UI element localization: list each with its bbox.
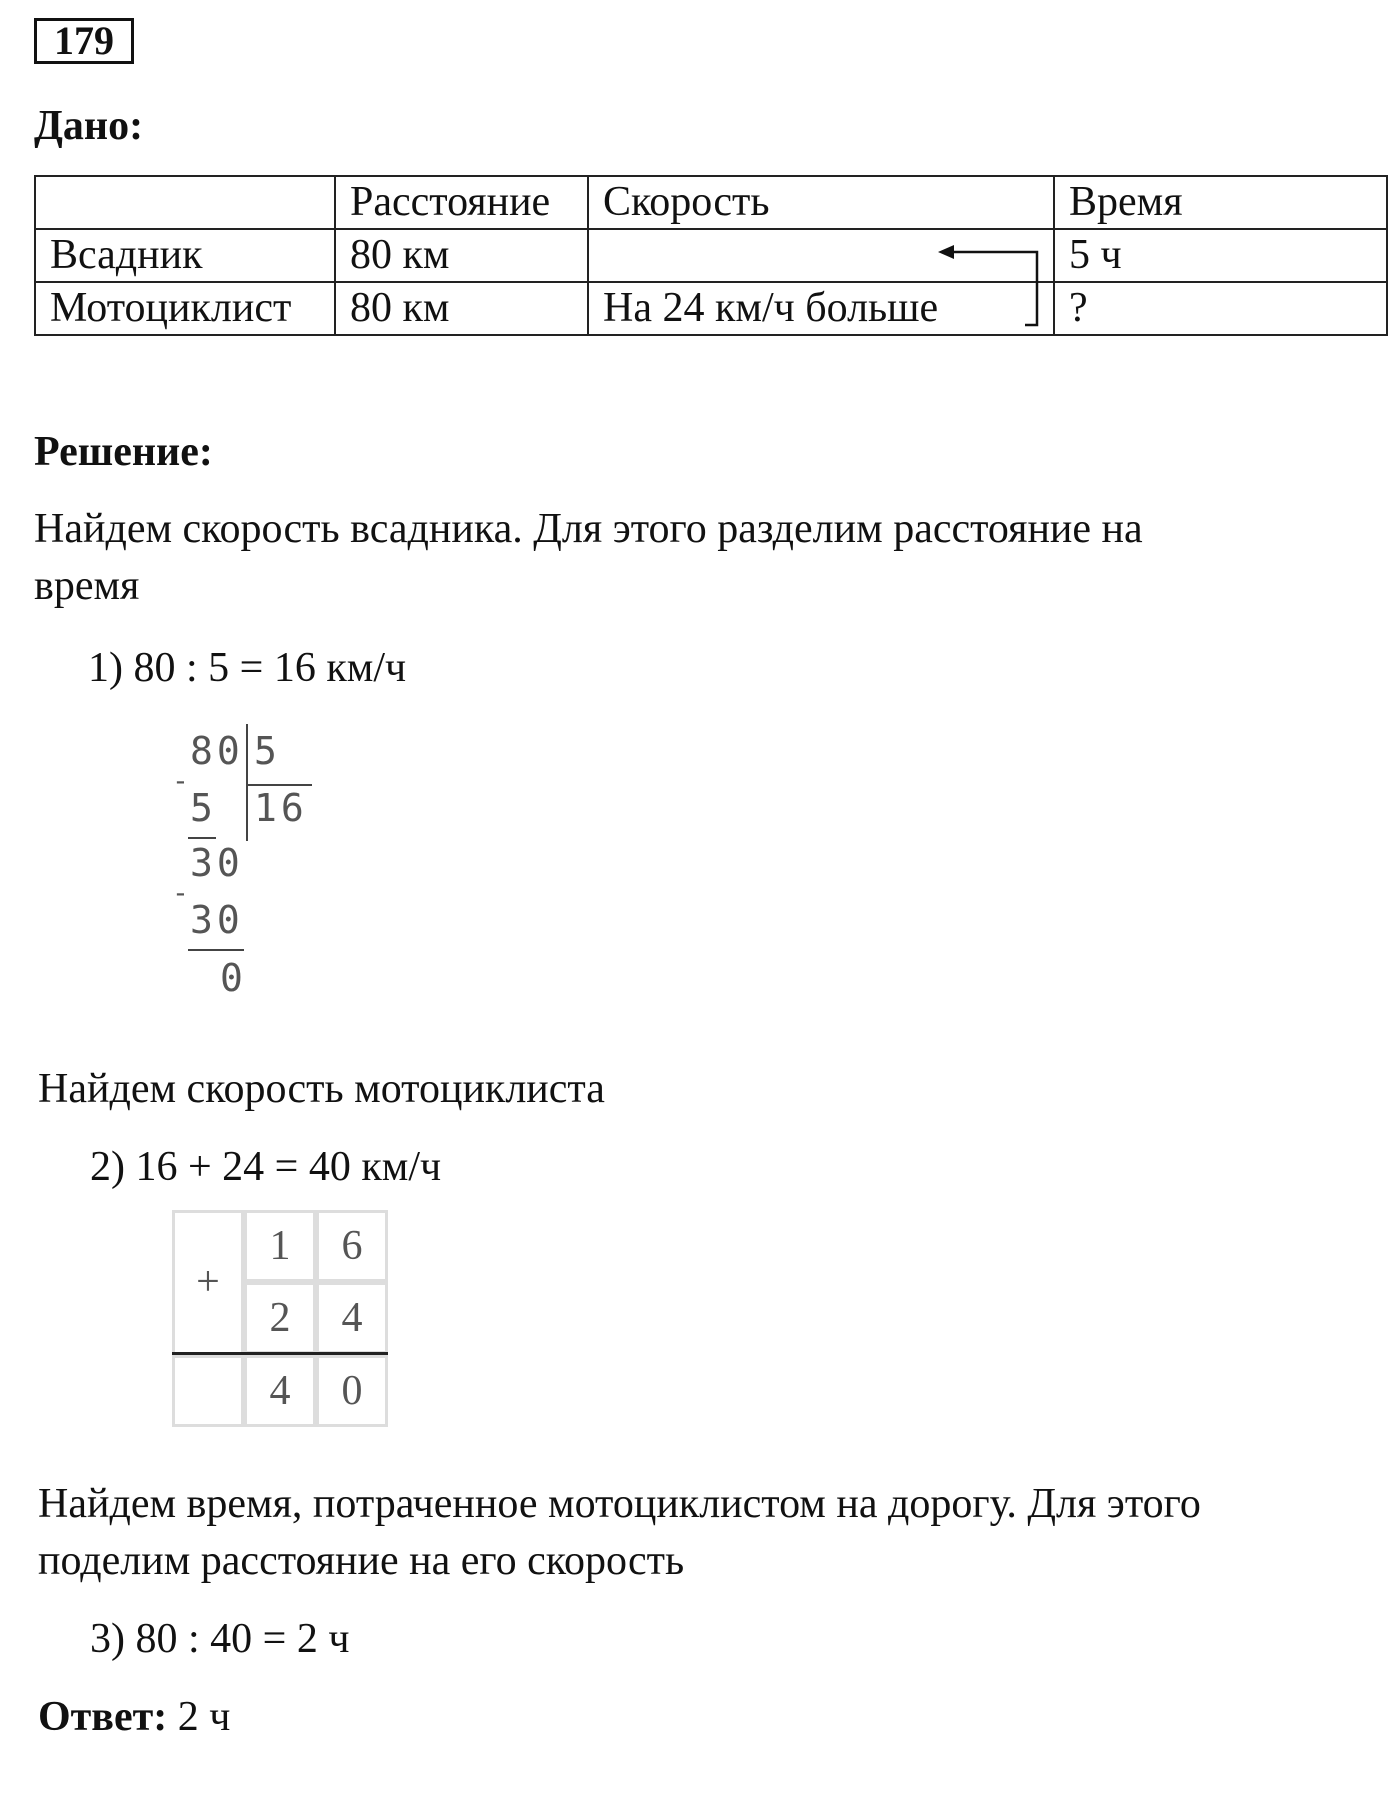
division-dividend: 80: [190, 729, 244, 773]
addition-result-digit: 0: [316, 1355, 388, 1427]
step3-text: поделим расстояние на его скорость: [38, 1538, 685, 1584]
division-quotient: 16: [254, 786, 308, 830]
table-cell: 80 км: [335, 282, 588, 335]
table-cell: На 24 км/ч больше: [588, 282, 1054, 335]
step3-text: Найдем время, потраченное мотоциклистом на дорогу. Для этого: [38, 1481, 1201, 1527]
table-cell: Всадник: [35, 229, 335, 282]
addition-sign-cell: [172, 1210, 244, 1354]
addition-digit: 2: [244, 1282, 316, 1354]
addition-digit: 4: [316, 1282, 388, 1354]
step1-text: Найдем скорость всадника. Для этого разделим расстояние на: [34, 506, 1143, 552]
answer-value: 2 ч: [177, 1694, 231, 1740]
reference-arrow-icon: [930, 235, 1040, 335]
division-underline: [188, 949, 244, 951]
division-remainder: 0: [220, 956, 247, 1000]
minus-sign: -: [172, 876, 193, 909]
table-header-cell: [35, 176, 335, 229]
addition-empty-cell: [172, 1355, 244, 1427]
table-header-row: [35, 176, 1387, 229]
addition-digit: 1: [244, 1210, 316, 1282]
problem-number: 179: [34, 18, 134, 64]
table-cell: 5 ч: [1054, 229, 1387, 282]
division-vertical-line: [246, 724, 248, 841]
plus-sign: +: [196, 1259, 220, 1305]
given-heading: Дано:: [34, 103, 144, 149]
division-subtrahend: 30: [190, 898, 244, 942]
step1-text: время: [34, 563, 140, 609]
table-cell: 80 км: [335, 229, 588, 282]
step2-formula: 2) 16 + 24 = 40 км/ч: [90, 1144, 442, 1190]
table-header-cell: Время: [1054, 176, 1387, 229]
division-subtrahend: 5: [190, 786, 217, 830]
table-cell: Мотоциклист: [35, 282, 335, 335]
table-row: [35, 282, 1387, 335]
minus-sign: -: [172, 764, 193, 797]
addition-result-digit: 4: [244, 1355, 316, 1427]
division-remainder-step: 30: [190, 841, 244, 885]
step1-formula: 1) 80 : 5 = 16 км/ч: [88, 645, 407, 691]
addition-digit: 6: [316, 1210, 388, 1282]
table-header-cell: Скорость: [588, 176, 1054, 229]
answer-label: Ответ:: [38, 1694, 168, 1740]
step2-text: Найдем скорость мотоциклиста: [38, 1066, 605, 1112]
answer: [38, 1693, 230, 1741]
table-row: [35, 229, 1387, 282]
step3-formula: 3) 80 : 40 = 2 ч: [90, 1616, 350, 1662]
given-table: [34, 175, 1388, 336]
division-underline: [188, 837, 216, 839]
division-divisor: 5: [254, 729, 281, 773]
table-cell: ?: [1054, 282, 1387, 335]
solution-heading: Решение:: [34, 429, 213, 475]
table-header-cell: Расстояние: [335, 176, 588, 229]
